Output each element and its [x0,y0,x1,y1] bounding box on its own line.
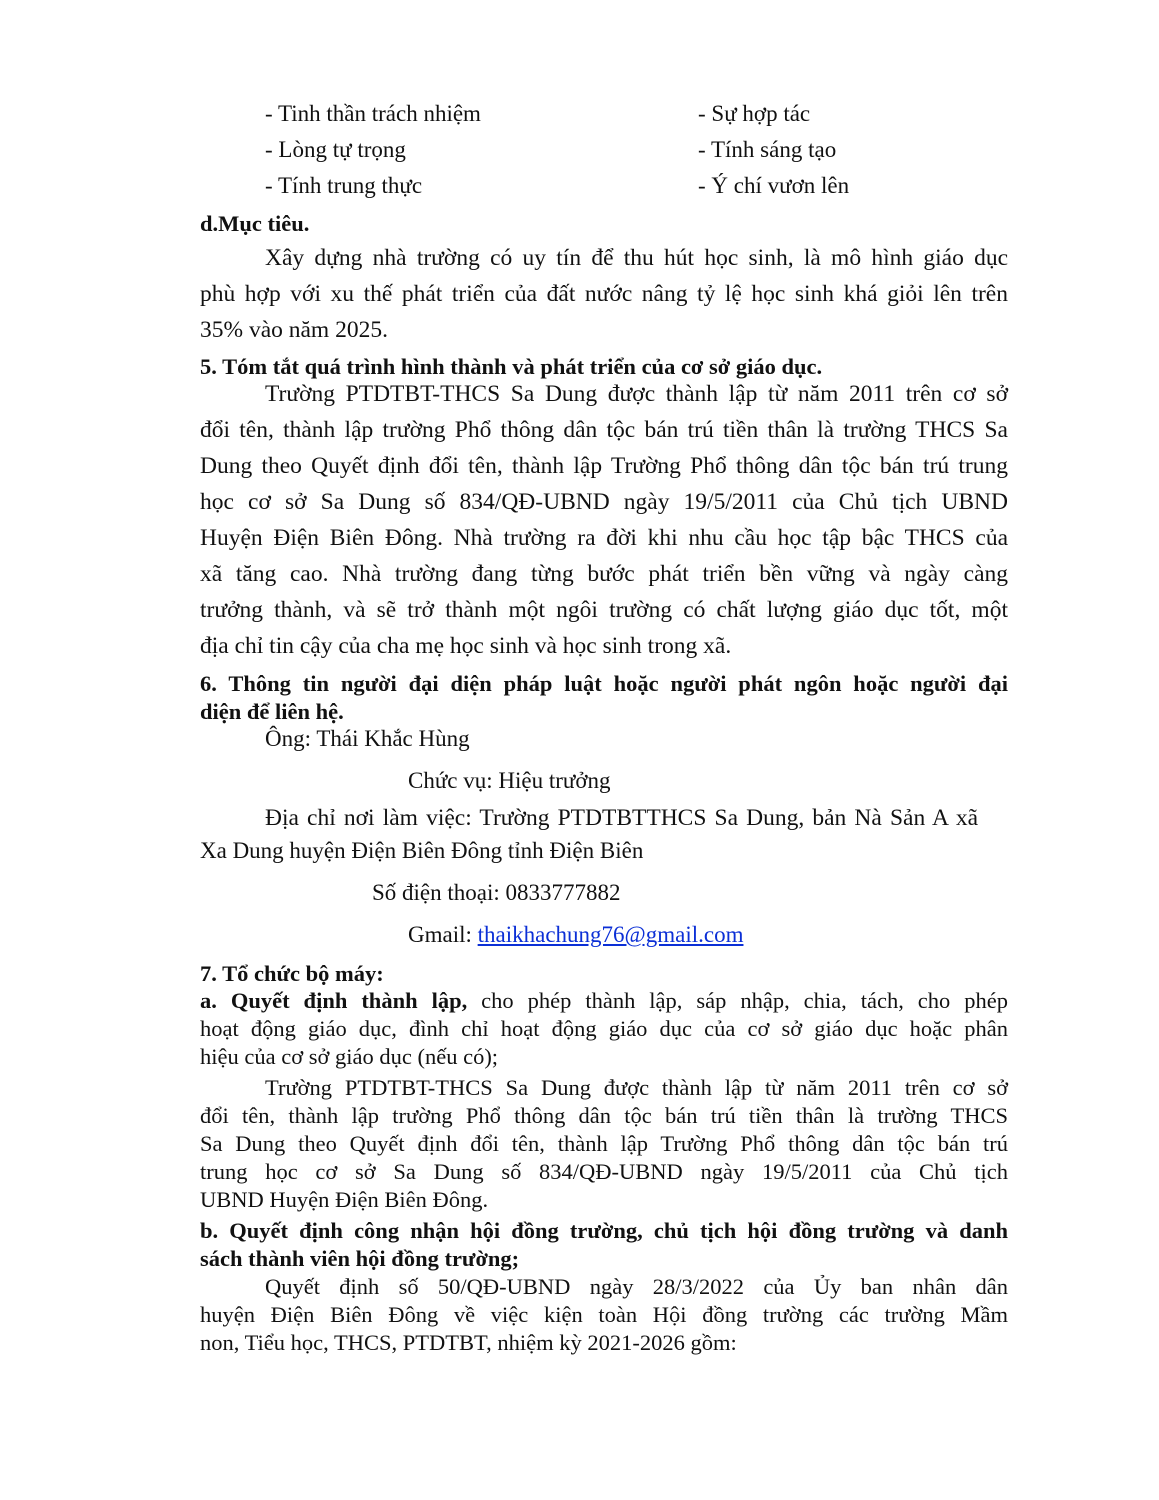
contact-heading: 6. Thông tin người đại diện pháp luật hoặc người phát ngôn hoặc người đại [200,671,1008,696]
organization-a-body: UBND Huyện Điện Biên Đông. [200,1187,489,1212]
contact-heading: diện để liên hệ. [200,699,344,724]
objective-line: phù hợp với xu thế phát triển của đất nước nâng tỷ lệ học sinh khá giỏi lên trên [200,281,1008,307]
value-item: - Lòng tự trọng [265,137,406,162]
objective-line: 35% vào năm 2025. [200,317,388,343]
gmail-link[interactable]: thaikhachung76@gmail.com [477,922,744,947]
value-item: - Tính trung thực [265,173,423,198]
contact-gmail [408,922,743,948]
contact-phone: Số điện thoại: 0833777882 [372,880,621,905]
history-line: Dung theo Quyết định đổi tên, thành lập Trường Phổ thông dân tộc bán trú trung [200,453,1008,479]
history-line: xã tăng cao. Nhà trường đang từng bước phát triển bền vững và ngày càng [200,561,1008,587]
organization-b-body: non, Tiểu học, THCS, PTDTBT, nhiệm kỳ 2021-2026 gồm: [200,1330,737,1355]
history-line: Trường PTDTBT-THCS Sa Dung được thành lập từ năm 2011 trên cơ sở [265,381,1008,407]
value-item: - Tính sáng tạo [698,137,837,162]
objective-line: Xây dựng nhà trường có uy tín để thu hút học sinh, là mô hình giáo dục [265,245,1008,271]
organization-a-body: đổi tên, thành lập trường Phổ thông dân tộc bán trú tiền thân là trường THCS [200,1103,1008,1128]
organization-a-body: Sa Dung theo Quyết định đổi tên, thành lập Trường Phổ thông dân tộc bán trú [200,1131,1008,1156]
history-line: học cơ sở Sa Dung số 834/QĐ-UBND ngày 19/5/2011 của Chủ tịch UBND [200,489,1008,515]
organization-a-bold: a. Quyết định thành lập, [200,988,468,1013]
history-heading: 5. Tóm tắt quá trình hình thành và phát triển của cơ sở giáo dục. [200,354,823,379]
organization-b-body: Quyết định số 50/QĐ-UBND ngày 28/3/2022 của Ủy ban nhân dân [265,1274,1008,1299]
history-line: đổi tên, thành lập trường Phổ thông dân tộc bán trú tiền thân là trường THCS Sa [200,417,1008,443]
organization-b-heading: b. Quyết định công nhận hội đồng trường, chủ tịch hội đồng trường và danh [200,1218,1008,1243]
organization-b-body: huyện Điện Biên Đông về việc kiện toàn Hội đồng trường các trường Mầm [200,1302,1008,1327]
value-item: - Ý chí vươn lên [698,173,850,198]
contact-name: Ông: Thái Khắc Hùng [265,726,470,751]
history-line: địa chỉ tin cậy của cha mẹ học sinh và học sinh trong xã. [200,633,732,659]
history-line: trưởng thành, và sẽ trở thành một ngôi trường có chất lượng giáo dục tốt, một [200,597,1008,623]
organization-a-body: trung học cơ sở Sa Dung số 834/QĐ-UBND ngày 19/5/2011 của Chủ tịch [200,1159,1008,1184]
contact-position: Chức vụ: Hiệu trưởng [408,768,611,793]
organization-a-body: Trường PTDTBT-THCS Sa Dung được thành lập từ năm 2011 trên cơ sở [265,1075,1008,1100]
value-item: - Tinh thần trách nhiệm [265,101,481,126]
organization-heading: 7. Tổ chức bộ máy: [200,961,384,986]
history-line: Huyện Điện Biên Đông. Nhà trường ra đời khi nhu cầu học tập bậc THCS của [200,525,1008,551]
organization-a-rest: cho phép thành lập, sáp nhập, chia, tách, cho phép [467,988,1008,1013]
organization-a-line [200,988,1008,1014]
organization-b-heading: sách thành viên hội đồng trường; [200,1246,520,1271]
contact-address: Địa chỉ nơi làm việc: Trường PTDTBTTHCS Sa Dung, bản Nà Sản A xã [265,805,978,831]
contact-address: Xa Dung huyện Điện Biên Đông tỉnh Điện Biên [200,838,644,863]
organization-a-line: hiệu của cơ sở giáo dục (nếu có); [200,1044,499,1069]
gmail-label: Gmail: [408,922,478,947]
objective-heading: d.Mục tiêu. [200,211,310,236]
organization-a-line: hoạt động giáo dục, đình chỉ hoạt động giáo dục của cơ sở giáo dục hoặc phân [200,1016,1008,1041]
value-item: - Sự hợp tác [698,101,811,126]
